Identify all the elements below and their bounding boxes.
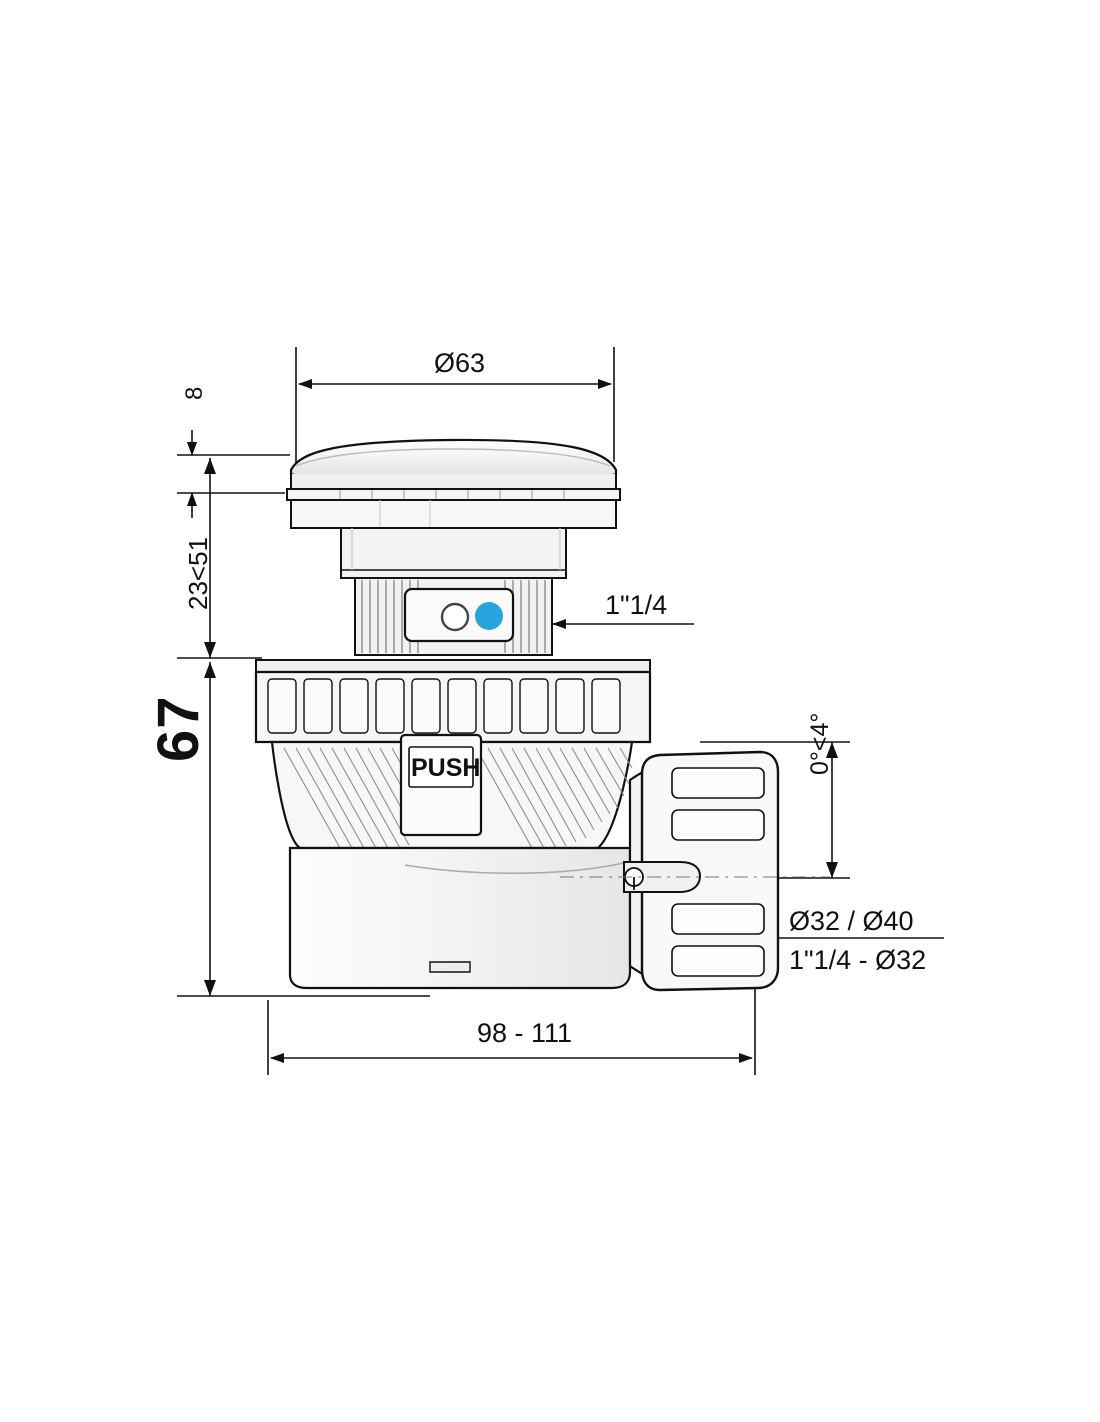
dim-cover-diameter: Ø63 bbox=[434, 348, 486, 378]
product-illustration bbox=[256, 440, 830, 990]
dim-cover-thickness: 8 bbox=[181, 386, 208, 400]
dim-outlet-diameter: Ø32 / Ø40 bbox=[789, 906, 914, 936]
push-label: PUSH bbox=[411, 754, 481, 782]
dim-total-height: 67 bbox=[146, 695, 211, 762]
dim-overall-length: 98 - 111 bbox=[477, 1018, 573, 1048]
dim-outlet-angle: 0°<4° bbox=[806, 712, 834, 775]
dim-outlet-thread: 1"1/4 - Ø32 bbox=[789, 945, 927, 975]
dim-top-thread: 1"1/4 bbox=[605, 590, 668, 620]
blue-indicator-dot bbox=[475, 602, 503, 630]
open-indicator-ring bbox=[442, 604, 468, 630]
dim-height-range: 23<51 bbox=[183, 536, 213, 610]
